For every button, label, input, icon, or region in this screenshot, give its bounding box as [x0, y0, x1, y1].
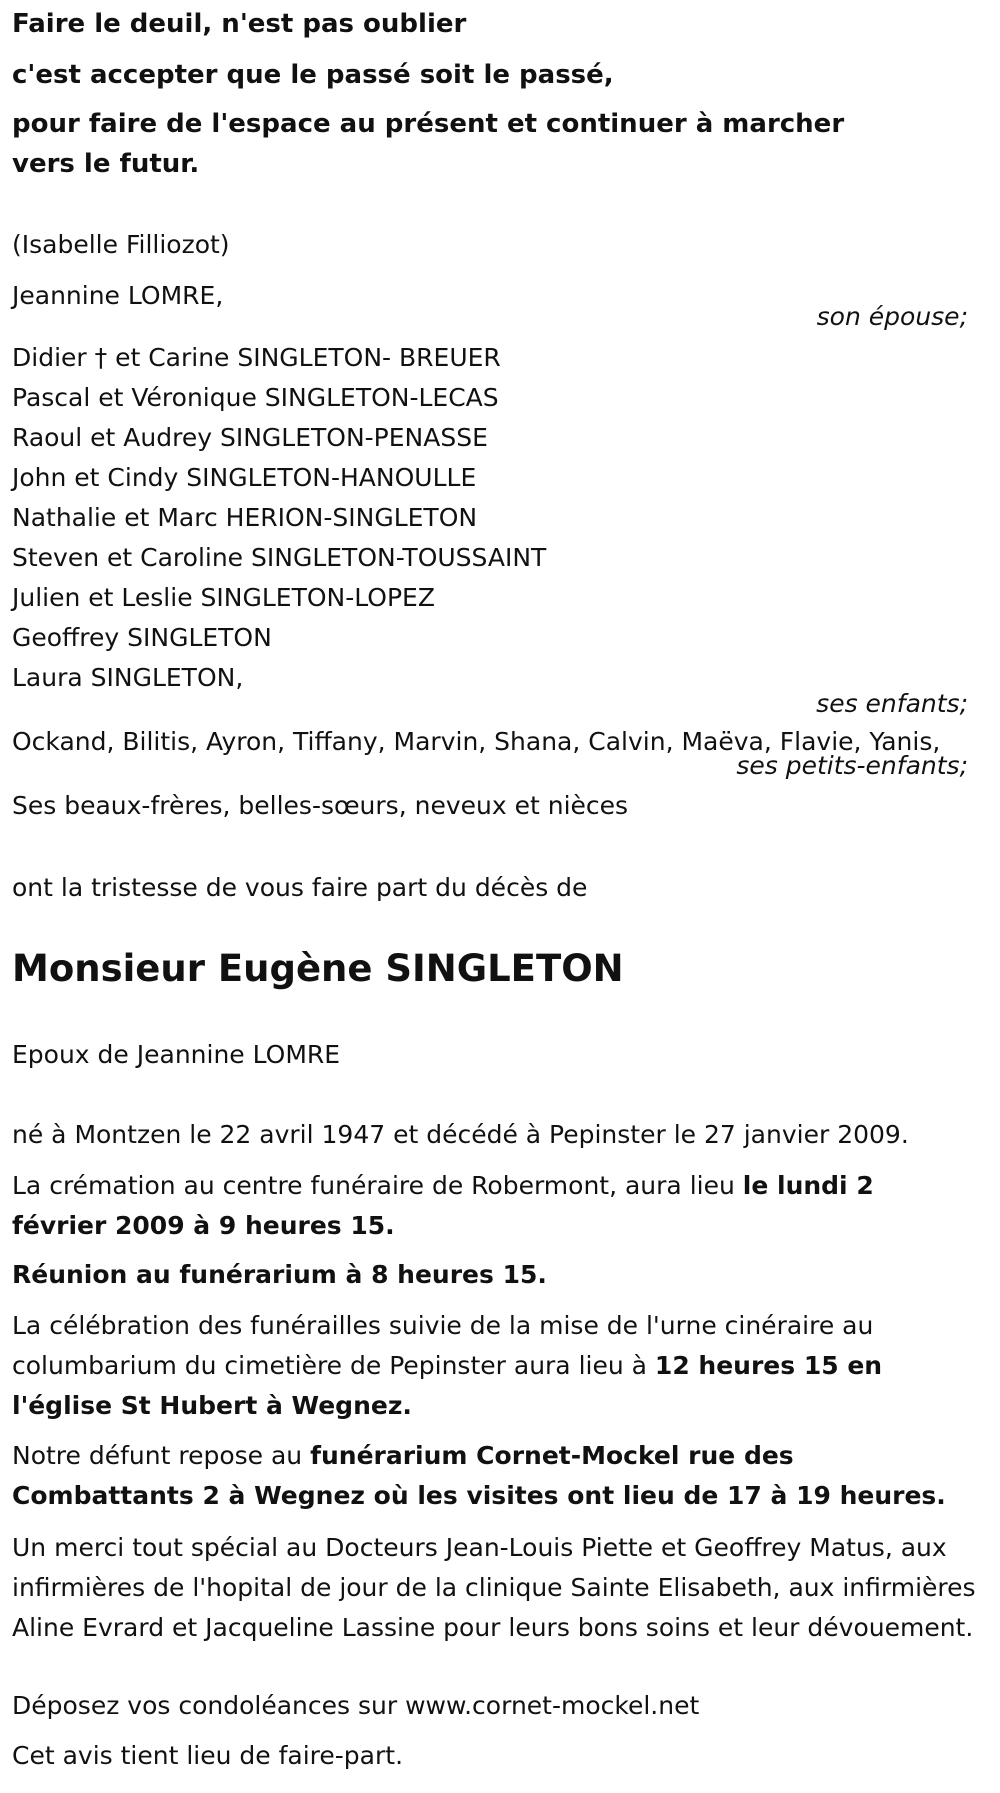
child-name: Raoul et Audrey SINGLETON-PENASSE: [12, 423, 488, 452]
quote-line-2: c'est accepter que le passé soit le passé,: [12, 60, 614, 90]
meeting-text: Réunion au funérarium à 8 heures 15.: [12, 1260, 547, 1289]
child-name: Geoffrey SINGLETON: [12, 623, 272, 652]
children-list: [12, 338, 988, 698]
grandchildren-relation: ses petits-enfants;: [736, 751, 968, 780]
repose-text: Notre défunt repose au: [12, 1441, 311, 1470]
quote-line-3: pour faire de l'espace au présent et continuer à marcher vers le futur.: [12, 109, 845, 179]
child-name: Laura SINGLETON,: [12, 663, 244, 692]
spouse-name: Jeannine LOMRE,: [12, 281, 224, 310]
celebration-text: La célébration des funérailles suivie de la mise de l'urne cinéraire au columbarium du cimetière de Pepinster aura lieu à: [12, 1311, 874, 1380]
condolences-text: Déposez vos condoléances sur www.cornet-mockel.net: [12, 1691, 700, 1720]
repose-paragraph: [12, 1436, 970, 1516]
deceased-name: Monsieur Eugène SINGLETON: [12, 947, 624, 990]
quote-line-1: Faire le deuil, n'est pas oublier: [12, 9, 467, 39]
cremation-date: le lundi 2 février 2009 à 9 heures 15.: [12, 1171, 874, 1240]
cremation-paragraph: [12, 1166, 940, 1246]
repose-location: funérarium Cornet-Mockel rue des Combattants 2 à Wegnez où les visites ont lieu de 17 à 19 heures.: [12, 1441, 946, 1510]
celebration-time-place: 12 heures 15 en l'église St Hubert à Wegnez.: [12, 1351, 883, 1420]
quote-author: (Isabelle Filliozot): [12, 230, 230, 259]
birth-death-text: né à Montzen le 22 avril 1947 et décédé à Pepinster le 27 janvier 2009.: [12, 1120, 909, 1149]
announcement-text: ont la tristesse de vous faire part du décès de: [12, 873, 588, 902]
thanks-paragraph: Un merci tout spécial au Docteurs Jean-Louis Piette et Geoffrey Matus, aux infirmières de l'hopital de jour de la clinique Sainte Elisabeth, aux infirmières Aline Evrard et Jacqueline Lassine pour leurs bons soins et leur dévouement.: [12, 1533, 976, 1642]
child-name: Steven et Caroline SINGLETON-TOUSSAINT: [12, 543, 547, 572]
spouse-relation: son épouse;: [816, 302, 968, 331]
child-name: Julien et Leslie SINGLETON-LOPEZ: [12, 583, 435, 612]
celebration-paragraph: [12, 1306, 970, 1426]
extended-family: Ses beaux-frères, belles-sœurs, neveux et nièces: [12, 791, 629, 820]
deceased-spouse-line: Epoux de Jeannine LOMRE: [12, 1040, 341, 1069]
grandchildren-names: Ockand, Bilitis, Ayron, Tiffany, Marvin, Shana, Calvin, Maëva, Flavie, Yanis,: [12, 727, 941, 756]
notice-text: Cet avis tient lieu de faire-part.: [12, 1741, 404, 1770]
child-name: Pascal et Véronique SINGLETON-LECAS: [12, 383, 499, 412]
child-name: John et Cindy SINGLETON-HANOULLE: [12, 463, 477, 492]
child-name: Didier † et Carine SINGLETON- BREUER: [12, 343, 501, 372]
child-name: Nathalie et Marc HERION-SINGLETON: [12, 503, 478, 532]
children-relation: ses enfants;: [816, 689, 968, 718]
cremation-text: La crémation au centre funéraire de Robermont, aura lieu: [12, 1171, 743, 1200]
